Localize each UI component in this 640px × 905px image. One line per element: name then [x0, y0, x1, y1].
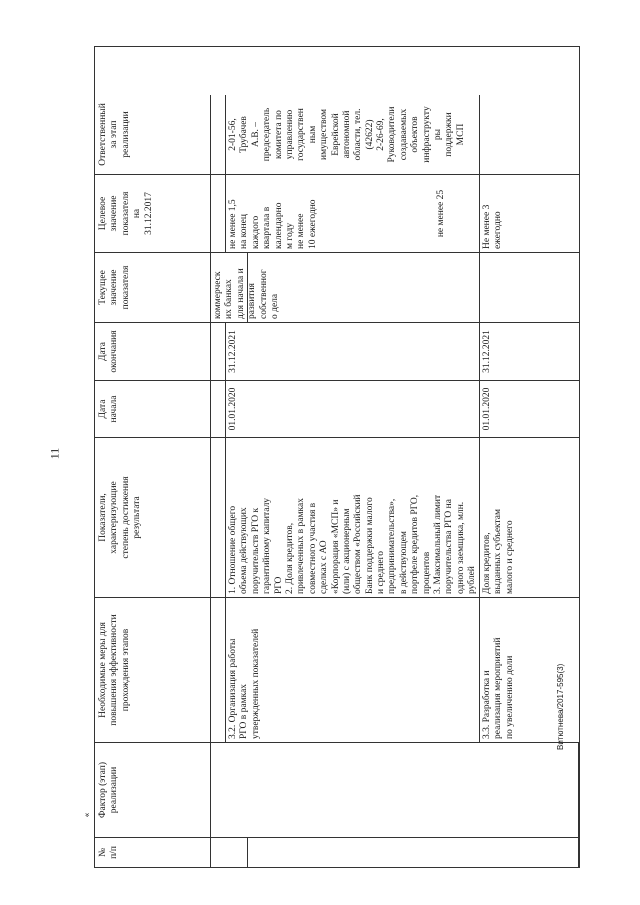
cont-responsible-cell	[211, 95, 226, 174]
row-3-2-target-cell	[226, 174, 480, 252]
row-3-2-current-value	[248, 252, 480, 322]
cont-end-cell	[211, 322, 226, 380]
row-3-2-start-date: 01.01.2020	[226, 380, 480, 437]
row-3-3-current-value	[480, 252, 579, 322]
header-end-date: Дата окончания	[95, 322, 211, 380]
header-current-value: Текущее значение показателя	[95, 252, 211, 322]
row-number-cell	[248, 837, 579, 867]
row-3-2-responsible: 2-01-56, Трубачев А.В. – председатель комитета по управлению государствен ным имуществом Еврейской автономной области, тел. (42622) 2-26-69, Руководители создаваемых объектов инфраструкту ры поддержки МСП	[226, 95, 480, 174]
cont-indicators-cell	[211, 437, 226, 597]
cont-measure-cell	[211, 597, 226, 742]
cont-current-value: коммерческ их банках для начала и развития собственног о дела	[211, 252, 248, 322]
footer-document-code: Витютнева/2017-595(3)	[556, 663, 565, 750]
header-start-date: Дата начала	[95, 380, 211, 437]
page-number: 11	[47, 447, 62, 460]
header-indicators: Показатели, характеризующие степень достижения результата	[95, 437, 211, 597]
measures-table	[94, 46, 580, 868]
header-factor: Фактор (этап) реализации	[95, 742, 211, 837]
row-3-3-target: Не менее 3 ежегодно	[480, 174, 579, 252]
row-3-3-indicators: Доля кредитов, выданных субъектам малого и среднего	[480, 437, 579, 597]
factor-cell	[211, 742, 579, 837]
row-3-2-end-date: 31.12.2021	[226, 322, 480, 380]
row-3-3-end-date: 31.12.2021	[480, 322, 579, 380]
row-3-2-indicators: 1. Отношение общего объема действующих поручительств РГО к гарантийному капиталу РГО 2. Доля кредитов, привлеченных в рамках совместного участия в сделках с АО «Корпорация «МСП» и (или) с акционерным обществом «Российский Банк поддержки малого и среднего предпринимательства», в действующем портфеле кредитов РГО, процентов 3. Максимальный лимит поручительства РГО на одного заемщика, млн. рублей	[226, 437, 480, 597]
cont-start-cell	[211, 380, 226, 437]
cont-target-cell	[211, 174, 226, 252]
row-3-3-measure: 3.3. Разработка и реализация мероприятий по увеличению доли	[480, 597, 579, 742]
row-3-2-measure: 3.2. Организация работы РГО в рамках утвержденных показателей	[226, 597, 480, 742]
row-3-2-target-1: не менее 1,5 на конец каждого квартала в календарно м году не менее 10 ежегодно	[228, 199, 318, 249]
header-measures: Необходимые меры для повышения эффективности прохождения этапов	[95, 597, 211, 742]
row-3-3-responsible	[480, 95, 579, 174]
row-3-2-target-2: не менее 25	[435, 189, 446, 238]
header-target-value: Целевое значение показателя на 31.12.2017	[95, 174, 211, 252]
cont-number-cell	[211, 837, 248, 867]
header-number: № п/п	[95, 837, 211, 867]
header-responsible: Ответственный за этап реализации	[95, 95, 211, 174]
side-mark: «	[81, 812, 92, 818]
row-3-3-start-date: 01.01.2020	[480, 380, 579, 437]
